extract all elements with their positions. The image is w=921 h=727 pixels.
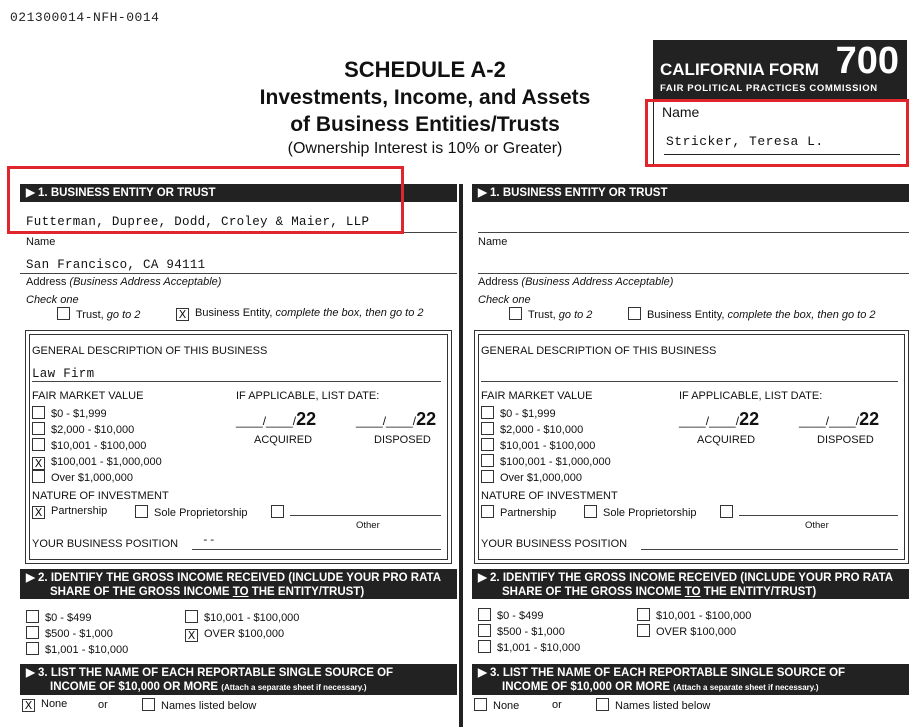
income-checkbox[interactable] <box>26 610 39 623</box>
names-listed-label: Names listed below <box>615 700 711 712</box>
entity-address-value[interactable]: San Francisco, CA 94111 <box>26 258 206 272</box>
list-date-label: IF APPLICABLE, LIST DATE: <box>236 390 380 402</box>
business-entity-option[interactable] <box>176 307 424 321</box>
document-id: 021300014-NFH-0014 <box>10 10 160 25</box>
address-label-wrap <box>26 276 221 288</box>
address-note: (Business Address Acceptable) <box>69 276 222 288</box>
income-option-0-499[interactable] <box>478 608 580 624</box>
fmv-options <box>32 406 162 486</box>
left-entry-column <box>20 184 457 727</box>
income-option-label: $1,001 - $10,000 <box>497 642 581 654</box>
acquired-date[interactable] <box>679 409 759 430</box>
filer-name-value[interactable]: Stricker, Teresa L. <box>666 134 824 149</box>
fmv-options <box>481 406 611 486</box>
fmv-checkbox[interactable] <box>32 438 45 451</box>
acquired-date-blanks: ____/____/ <box>679 414 740 428</box>
income-option-label: $0 - $499 <box>497 610 544 622</box>
section1-header: ▶ 1. BUSINESS ENTITY OR TRUST <box>472 184 909 202</box>
section3-header-line1: ▶ 3. LIST THE NAME OF EACH REPORTABLE SINGLE SOURCE OF <box>26 667 394 679</box>
section2-header-to: TO <box>684 586 701 598</box>
business-entity-label: Business Entity, <box>195 307 273 319</box>
section2-header-b1: SHARE OF THE GROSS INCOME <box>50 586 233 598</box>
form-number: 700 <box>835 40 899 82</box>
fmv-checkbox[interactable] <box>481 406 494 419</box>
section3-header-note: (Attach a separate sheet if necessary.) <box>673 683 819 692</box>
sole-proprietorship-label: Sole Proprietorship <box>154 507 248 519</box>
fmv-option-label: $10,001 - $100,000 <box>51 440 147 452</box>
income-checkbox[interactable]: X <box>185 629 198 642</box>
none-option[interactable] <box>474 698 519 712</box>
fmv-checkbox[interactable]: X <box>32 457 45 470</box>
fmv-option-2000-10000[interactable] <box>32 422 162 438</box>
acquired-year: 22 <box>739 409 760 429</box>
form-number-box <box>653 40 907 102</box>
names-listed-option[interactable] <box>142 698 256 712</box>
acquired-date-blanks: ____/____/ <box>236 414 297 428</box>
income-checkbox[interactable] <box>478 624 491 637</box>
description-line <box>481 381 898 382</box>
fmv-option-label: $2,000 - $10,000 <box>500 424 584 436</box>
disposed-label: DISPOSED <box>374 434 431 446</box>
fmv-option-over-1000000[interactable] <box>32 470 162 486</box>
fmv-option-10001-100000[interactable] <box>32 438 162 454</box>
business-details-inner <box>29 334 448 560</box>
income-option-10001-100000[interactable] <box>185 610 299 626</box>
fmv-option-0-1999[interactable] <box>481 406 611 422</box>
other-checkbox[interactable] <box>271 505 284 518</box>
trust-label: Trust, <box>528 309 556 321</box>
section2-header-b2: THE ENTITY/TRUST) <box>248 586 365 598</box>
sole-proprietorship-label: Sole Proprietorship <box>603 507 697 519</box>
disposed-year: 22 <box>859 409 880 429</box>
disposed-date-blanks: ____/____/ <box>799 414 860 428</box>
address-label: Address <box>478 276 519 288</box>
section2-header-line2 <box>26 585 451 599</box>
subtitle-line-2: of Business Entities/Trusts <box>290 113 560 136</box>
partnership-option[interactable] <box>481 505 556 519</box>
section2-header-line1: ▶ 2. IDENTIFY THE GROSS INCOME RECEIVED (INCLUDE YOUR PRO RATA <box>478 572 894 584</box>
sole-proprietorship-checkbox[interactable] <box>135 505 148 518</box>
income-options-left <box>26 610 128 658</box>
fmv-option-2000-10000[interactable] <box>481 422 611 438</box>
or-label: or <box>552 699 562 711</box>
position-line <box>641 549 898 550</box>
other-label: Other <box>356 520 380 531</box>
highlight-box-entity <box>7 166 404 234</box>
entity-name-label: Name <box>26 236 56 248</box>
commission-label: FAIR POLITICAL PRACTICES COMMISSION <box>660 83 878 94</box>
fmv-option-label: $0 - $1,999 <box>51 408 107 420</box>
fmv-option-label: $0 - $1,999 <box>500 408 556 420</box>
business-details-box <box>474 330 909 564</box>
fmv-option-label: Over $1,000,000 <box>51 472 133 484</box>
section3-header-line2 <box>478 680 903 695</box>
disposed-date[interactable] <box>356 409 436 430</box>
acquired-label: ACQUIRED <box>697 434 756 446</box>
income-options-right <box>637 608 751 640</box>
highlight-box-name <box>645 99 909 167</box>
income-option-1001-10000[interactable] <box>478 640 580 656</box>
trust-checkbox[interactable] <box>509 307 522 320</box>
fmv-option-label: $10,001 - $100,000 <box>500 440 596 452</box>
income-option-over-100000[interactable] <box>185 626 299 642</box>
business-position-label: YOUR BUSINESS POSITION <box>481 538 628 550</box>
section3-header-note: (Attach a separate sheet if necessary.) <box>221 683 367 692</box>
business-position-value[interactable]: -- <box>202 535 216 547</box>
fmv-checkbox[interactable] <box>32 470 45 483</box>
business-entity-goto: complete the box, then go to 2 <box>727 309 876 321</box>
fmv-option-label: $2,000 - $10,000 <box>51 424 135 436</box>
position-line <box>192 549 441 550</box>
partnership-label: Partnership <box>500 507 557 519</box>
fmv-option-label: $100,001 - $1,000,000 <box>500 456 611 468</box>
nature-of-investment-label: NATURE OF INVESTMENT <box>32 490 169 502</box>
trust-checkbox[interactable] <box>57 307 70 320</box>
names-listed-label: Names listed below <box>161 700 257 712</box>
address-line <box>20 273 457 274</box>
income-option-10001-100000[interactable] <box>637 608 751 624</box>
names-listed-checkbox[interactable] <box>596 698 609 711</box>
general-description-label: GENERAL DESCRIPTION OF THIS BUSINESS <box>481 345 717 357</box>
or-label: or <box>98 699 108 711</box>
income-option-label: OVER $100,000 <box>656 626 737 638</box>
fmv-label: FAIR MARKET VALUE <box>481 390 593 402</box>
income-option-label: $500 - $1,000 <box>497 626 565 638</box>
disposed-year: 22 <box>416 409 437 429</box>
fmv-option-over-1000000[interactable] <box>481 470 611 486</box>
fmv-option-100001-1000000[interactable] <box>32 454 162 470</box>
income-options-left <box>478 608 580 656</box>
trust-label: Trust, <box>76 309 104 321</box>
section2-header-b1: SHARE OF THE GROSS INCOME <box>502 586 685 598</box>
income-option-label: $500 - $1,000 <box>45 628 113 640</box>
sole-proprietorship-option[interactable] <box>135 505 248 519</box>
check-one-label: Check one <box>26 294 79 306</box>
names-listed-option[interactable] <box>596 698 710 712</box>
business-entity-option[interactable] <box>628 307 876 321</box>
income-option-0-499[interactable] <box>26 610 128 626</box>
general-description-value[interactable]: Law Firm <box>32 367 95 381</box>
income-checkbox[interactable] <box>26 626 39 639</box>
other-line <box>290 515 441 516</box>
disposed-label: DISPOSED <box>817 434 874 446</box>
section3-header <box>20 664 457 695</box>
income-checkbox[interactable] <box>637 624 650 637</box>
none-option[interactable] <box>22 698 67 712</box>
address-label-wrap <box>478 276 673 288</box>
california-form-label: CALIFORNIA FORM <box>660 60 819 79</box>
income-checkbox[interactable] <box>478 640 491 653</box>
fmv-option-10001-100000[interactable] <box>481 438 611 454</box>
none-label: None <box>41 698 68 710</box>
partnership-label: Partnership <box>51 505 108 517</box>
section1-header: ▶ 1. BUSINESS ENTITY OR TRUST <box>20 184 457 202</box>
names-listed-checkbox[interactable] <box>142 698 155 711</box>
business-position-label: YOUR BUSINESS POSITION <box>32 538 179 550</box>
fmv-checkbox[interactable] <box>481 422 494 435</box>
section2-header <box>20 569 457 599</box>
sole-proprietorship-checkbox[interactable] <box>584 505 597 518</box>
business-details-inner <box>478 334 905 560</box>
business-entity-label: Business Entity, <box>647 309 725 321</box>
other-line <box>739 515 898 516</box>
filer-name-label: Name <box>662 104 700 120</box>
section3-header-line1: ▶ 3. LIST THE NAME OF EACH REPORTABLE SINGLE SOURCE OF <box>478 667 846 679</box>
trust-option[interactable] <box>509 307 592 321</box>
other-option[interactable] <box>720 505 739 519</box>
section2-header <box>472 569 909 599</box>
entity-name-label: Name <box>478 236 508 248</box>
section2-header-line2 <box>478 585 903 599</box>
income-checkbox[interactable] <box>637 608 650 621</box>
fmv-option-label: Over $1,000,000 <box>500 472 582 484</box>
business-entity-checkbox[interactable] <box>628 307 641 320</box>
business-entity-checkbox[interactable]: X <box>176 308 189 321</box>
disposed-date-blanks: ____/____/ <box>356 414 417 428</box>
fmv-checkbox[interactable] <box>32 422 45 435</box>
fmv-checkbox[interactable] <box>481 470 494 483</box>
fmv-option-0-1999[interactable] <box>32 406 162 422</box>
income-checkbox[interactable] <box>26 642 39 655</box>
acquired-label: ACQUIRED <box>254 434 313 446</box>
none-label: None <box>493 700 520 712</box>
section2-header-line1: ▶ 2. IDENTIFY THE GROSS INCOME RECEIVED (INCLUDE YOUR PRO RATA <box>26 572 442 584</box>
other-checkbox[interactable] <box>720 505 733 518</box>
income-option-over-100000[interactable] <box>637 624 751 640</box>
fmv-label: FAIR MARKET VALUE <box>32 390 144 402</box>
none-checkbox[interactable]: X <box>22 699 35 712</box>
income-option-label: $10,001 - $100,000 <box>656 610 752 622</box>
form-title <box>215 56 635 159</box>
partnership-checkbox[interactable] <box>481 505 494 518</box>
section3-header-b: INCOME OF $10,000 OR MORE <box>502 681 671 693</box>
trust-option[interactable] <box>57 307 140 321</box>
fmv-checkbox[interactable] <box>32 406 45 419</box>
partnership-option[interactable] <box>32 505 107 519</box>
section2-header-to: TO <box>232 586 249 598</box>
other-label: Other <box>805 520 829 531</box>
fmv-option-label: $100,001 - $1,000,000 <box>51 456 162 468</box>
schedule-title: SCHEDULE A-2 <box>344 57 506 82</box>
section3-header <box>472 664 909 695</box>
fmv-checkbox[interactable] <box>481 438 494 451</box>
acquired-date[interactable] <box>236 409 316 430</box>
nature-of-investment-label: NATURE OF INVESTMENT <box>481 490 618 502</box>
description-line <box>32 381 441 382</box>
entity-name-value[interactable]: Futterman, Dupree, Dodd, Croley & Maier, LLP <box>26 215 370 229</box>
trust-goto: go to 2 <box>106 309 141 321</box>
address-label: Address <box>26 276 67 288</box>
income-option-label: $0 - $499 <box>45 612 92 624</box>
sole-proprietorship-option[interactable] <box>584 505 697 519</box>
section3-header-b: INCOME OF $10,000 OR MORE <box>50 681 219 693</box>
column-divider <box>459 184 463 727</box>
business-details-box <box>25 330 452 564</box>
income-option-label: OVER $100,000 <box>204 628 285 640</box>
general-description-label: GENERAL DESCRIPTION OF THIS BUSINESS <box>32 345 268 357</box>
address-line <box>478 273 909 274</box>
income-options-right <box>185 610 299 642</box>
income-checkbox[interactable] <box>185 610 198 623</box>
partnership-checkbox[interactable]: X <box>32 506 45 519</box>
other-option[interactable] <box>271 505 290 519</box>
entity-name-line <box>478 232 909 233</box>
subtitle-line-1: Investments, Income, and Assets <box>259 86 591 109</box>
income-option-label: $1,001 - $10,000 <box>45 644 129 656</box>
address-note: (Business Address Acceptable) <box>521 276 674 288</box>
fmv-option-100001-1000000[interactable] <box>481 454 611 470</box>
income-option-500-1000[interactable] <box>26 626 128 642</box>
subtitle-note: (Ownership Interest is 10% or Greater) <box>287 140 563 157</box>
list-date-label: IF APPLICABLE, LIST DATE: <box>679 390 823 402</box>
section2-header-b2: THE ENTITY/TRUST) <box>700 586 817 598</box>
none-checkbox[interactable] <box>474 698 487 711</box>
fmv-checkbox[interactable] <box>481 454 494 467</box>
check-one-label: Check one <box>478 294 531 306</box>
section3-header-line2 <box>26 680 451 695</box>
business-entity-goto: complete the box, then go to 2 <box>275 307 424 319</box>
income-option-1001-10000[interactable] <box>26 642 128 658</box>
disposed-date[interactable] <box>799 409 879 430</box>
income-option-500-1000[interactable] <box>478 624 580 640</box>
income-checkbox[interactable] <box>478 608 491 621</box>
acquired-year: 22 <box>296 409 317 429</box>
trust-goto: go to 2 <box>558 309 593 321</box>
right-entry-column <box>472 184 909 727</box>
income-option-label: $10,001 - $100,000 <box>204 612 300 624</box>
